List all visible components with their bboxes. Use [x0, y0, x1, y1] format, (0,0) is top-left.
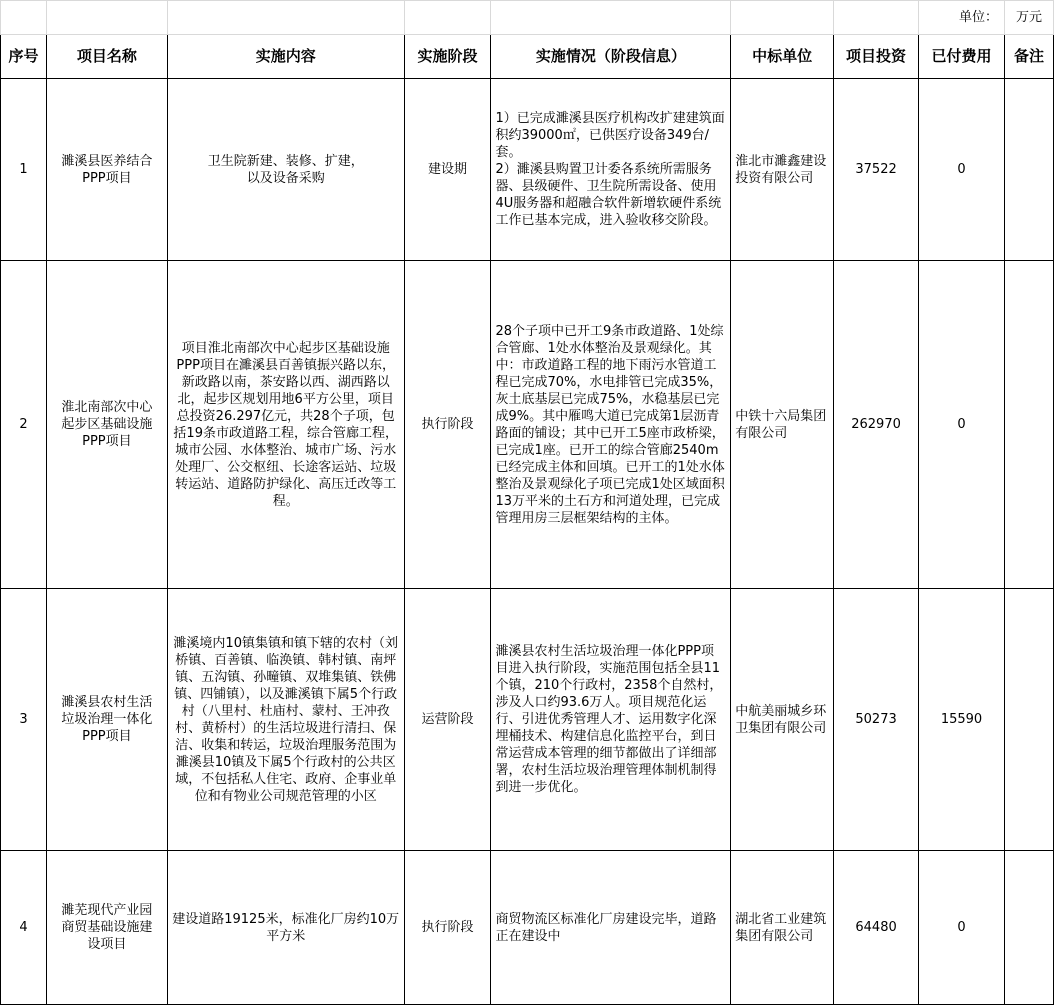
row-no: 2 — [1, 261, 47, 589]
header-remark: 备注 — [1004, 35, 1053, 79]
row-stage: 运营阶段 — [404, 589, 491, 851]
row-investment: 50273 — [834, 589, 919, 851]
row-remark — [1004, 79, 1053, 261]
row-investment: 262970 — [834, 261, 919, 589]
row-stage: 执行阶段 — [404, 851, 491, 1005]
row-no: 3 — [1, 589, 47, 851]
row-paid: 0 — [919, 851, 1005, 1005]
header-paid: 已付费用 — [919, 35, 1005, 79]
header-no: 序号 — [1, 35, 47, 79]
row-content: 项目淮北南部次中心起步区基础设施PPP项目在濉溪县百善镇振兴路以东，新政路以南，茶安路以西、湖西路以北，起步区规划用地6平方公里，项目总投资26.297亿元，共28个子项，包括19条市政道路工程，综合管廊工程，城市公园、水体整治、城市广场、污水处理厂、公交枢纽、长途客运站、垃圾转运站、道路防护绿化、高压迁改等工程。 — [167, 261, 404, 589]
table-row — [1, 79, 1054, 261]
row-investment: 37522 — [834, 79, 919, 261]
row-content: 卫生院新建、装修、扩建， 以及设备采购 — [167, 79, 404, 261]
header-row — [1, 35, 1054, 79]
row-remark — [1004, 261, 1053, 589]
row-content: 建设道路19125米，标准化厂房约10万平方米 — [167, 851, 404, 1005]
row-winner: 淮北市濉鑫建设投资有限公司 — [731, 79, 834, 261]
header-investment: 项目投资 — [834, 35, 919, 79]
row-name: 濉芜现代产业园 商贸基础设施建 设项目 — [46, 851, 167, 1005]
row-no: 1 — [1, 79, 47, 261]
row-paid: 0 — [919, 79, 1005, 261]
row-status: 商贸物流区标准化厂房建设完毕，道路正在建设中 — [491, 851, 731, 1005]
row-investment: 64480 — [834, 851, 919, 1005]
unit-label: 单位： — [919, 1, 1005, 35]
header-stage: 实施阶段 — [404, 35, 491, 79]
row-content: 濉溪境内10镇集镇和镇下辖的农村（刘桥镇、百善镇、临涣镇、韩村镇、南坪镇、五沟镇、孙疃镇、双堆集镇、铁佛镇、四铺镇），以及濉溪镇下属5个行政村（八里村、杜庙村、蒙村、王冲孜村、黄桥村）的生活垃圾进行清扫、保洁、收集和转运，垃圾治理服务范围为濉溪县10镇及下属5个行政村的公共区域，不包括私人住宅、政府、企事业单位和有物业公司规范管理的小区 — [167, 589, 404, 851]
unit-value: 万元 — [1004, 1, 1053, 35]
header-name: 项目名称 — [46, 35, 167, 79]
unit-row — [1, 1, 1054, 35]
row-remark — [1004, 589, 1053, 851]
row-name: 濉溪县医养结合 PPP项目 — [46, 79, 167, 261]
row-no: 4 — [1, 851, 47, 1005]
table-row — [1, 589, 1054, 851]
table-row — [1, 851, 1054, 1005]
row-paid: 15590 — [919, 589, 1005, 851]
row-winner: 湖北省工业建筑集团有限公司 — [731, 851, 834, 1005]
header-winner: 中标单位 — [731, 35, 834, 79]
row-status: 1）已完成濉溪县医疗机构改扩建建筑面积约39000㎡，已供医疗设备349台/套。 2）濉溪县购置卫计委各系统所需服务器、县级硬件、卫生院所需设备、使用4U服务器和超融合软件新增软硬件系统工作已基本完成，进入验收移交阶段。 — [491, 79, 731, 261]
row-remark — [1004, 851, 1053, 1005]
header-content: 实施内容 — [167, 35, 404, 79]
row-stage: 建设期 — [404, 79, 491, 261]
row-winner: 中航美丽城乡环卫集团有限公司 — [731, 589, 834, 851]
row-paid: 0 — [919, 261, 1005, 589]
row-winner: 中铁十六局集团有限公司 — [731, 261, 834, 589]
row-name: 濉溪县农村生活 垃圾治理一体化 PPP项目 — [46, 589, 167, 851]
row-stage: 执行阶段 — [404, 261, 491, 589]
row-status: 28个子项中已开工9条市政道路、1处综合管廊、1处水体整治及景观绿化。其中：市政道路工程的地下雨污水管道工程已完成70%，水电排管已完成35%，灰土底基层已完成75%，水稳基层已完成9%。其中雁鸣大道已完成第1层沥青路面的铺设；其中已开工5座市政桥梁，已完成1座。已开工的综合管廊2540m已经完成主体和回填。已开工的1处水体整治及景观绿化子项已完成1处区域面积13万平米的土石方和河道处理，已完成管理用房三层框架结构的主体。 — [491, 261, 731, 589]
header-status: 实施情况（阶段信息） — [491, 35, 731, 79]
table-row — [1, 261, 1054, 589]
row-status: 濉溪县农村生活垃圾治理一体化PPP项目进入执行阶段，实施范围包括全县11个镇，210个行政村，2358个自然村，涉及人口约93.6万人。项目规范化运行、引进优秀管理人才、运用数字化深埋桶技术、构建信息化监控平台，到日常运营成本管理的细节都做出了详细部署，农村生活垃圾治理管理体制机制得到进一步优化。 — [491, 589, 731, 851]
row-name: 淮北南部次中心 起步区基础设施 PPP项目 — [46, 261, 167, 589]
